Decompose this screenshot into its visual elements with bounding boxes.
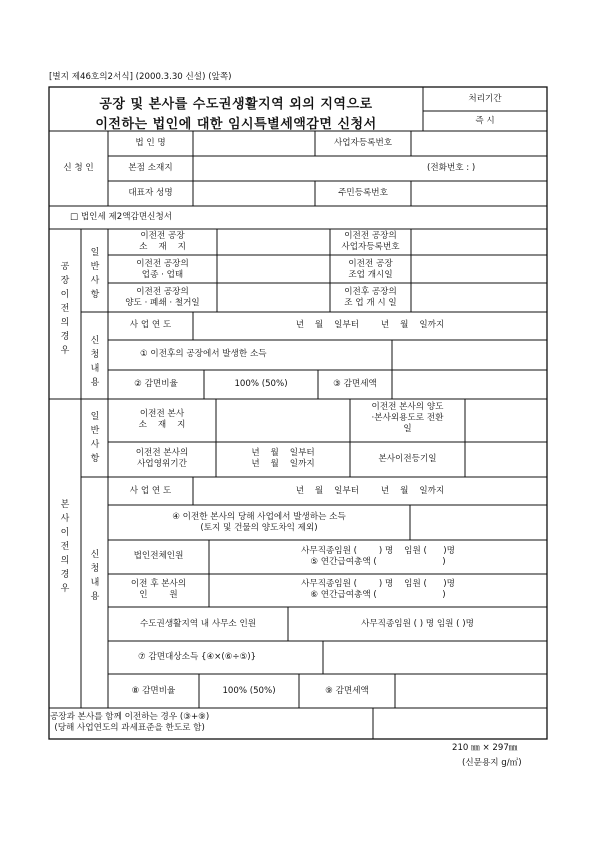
applicant-section-label: 신 청 인 — [63, 163, 94, 173]
form-type-checkbox-line: □ 법인세 제2액감면신청서 — [70, 212, 173, 222]
hq-total-staff-value: 사무직종임원 ( ) 명 임원 ( )명 ⑤ 연간급여총액 ( ) — [301, 546, 455, 567]
hq-rate-value: 100% (50%) — [222, 686, 276, 696]
hq-period-value: 년 월 일부터 년 월 일까지 — [251, 448, 315, 469]
phone-number-field: (전화번호 : ) — [427, 163, 476, 173]
processing-period-label: 처리기간 — [468, 94, 502, 104]
hq-address-label: 본점 소재지 — [128, 163, 173, 173]
factory-industry-label: 이전전 공장의 업종 · 업태 — [136, 259, 189, 280]
metro-office-staff-label: 수도권생활지역 내 사무소 인원 — [139, 619, 257, 629]
corp-name-label: 법 인 명 — [135, 138, 166, 148]
hq-claim-label: 신청내용 — [90, 550, 100, 602]
biz-reg-no-label: 사업자등록번호 — [333, 138, 393, 148]
factory-start-date-label: 이전전 공장 조업 개시일 — [348, 259, 393, 280]
factory-income-label: ① 이전후의 공장에서 발생한 소득 — [140, 349, 267, 359]
factory-amount-label: ③ 감면세액 — [333, 379, 377, 389]
factory-new-start-label: 이전후 공장의 조 업 개 시 일 — [344, 287, 397, 308]
hq-general-label: 일반사항 — [90, 412, 100, 464]
metro-office-staff-value: 사무직종임원 ( ) 명 임원 ( )명 — [361, 619, 474, 629]
form-number-note: [별지 제46호의2서식] (2000.3.30 신설) (앞쪽) — [49, 72, 232, 82]
hq-section-label: 본사이전의경우 — [60, 500, 70, 594]
hq-fiscal-year-value: 년 월 일부터 년 월 일까지 — [295, 486, 445, 496]
hq-income-label: ④ 이전한 본사의 당해 사업에서 발생하는 소득 (토지 및 건물의 양도차익 제외) — [172, 512, 346, 533]
factory-closure-date-label: 이전전 공장의 양도 · 폐쇄 · 철거일 — [125, 287, 200, 308]
paper-size-note: 210 ㎜ × 297㎜ — [452, 743, 518, 753]
paper-type-note: (신문용지 g/㎡) — [462, 758, 522, 768]
factory-fiscal-year-value: 년 월 일부터 년 월 일까지 — [295, 320, 445, 330]
hq-transfer-date-label: 이전전 본사의 양도 ·본사외용도로 전환 일 — [371, 402, 444, 434]
hq-amount-label: ⑨ 감면세액 — [325, 686, 369, 696]
factory-rate-value: 100% (50%) — [234, 379, 288, 389]
factory-section-label: 공장이전의경우 — [60, 262, 70, 356]
hq-fiscal-year-label: 사 업 연 도 — [129, 486, 172, 496]
rep-name-label: 대표자 성명 — [128, 188, 173, 198]
resident-no-label: 주민등록번호 — [338, 188, 388, 198]
hq-total-staff-label: 법인전체인원 — [133, 551, 184, 561]
form-title-line-1: 공장 및 본사를 수도권생활지역 외의 지역으로 — [99, 97, 373, 112]
hq-rate-label: ⑧ 감면비율 — [131, 686, 176, 696]
factory-fiscal-year-label: 사 업 연 도 — [129, 320, 172, 330]
factory-rate-label: ② 감면비율 — [134, 379, 178, 389]
factory-general-label: 일반사항 — [90, 248, 100, 300]
hq-after-staff-value: 사무직종임원 ( ) 명 임원 ( )명 ⑥ 연간급여총액 ( ) — [301, 579, 455, 600]
form-title-line-2: 이전하는 법인에 대한 임시특별세액감면 신청서 — [95, 117, 377, 132]
hq-location-label: 이전전 본사 소 재 지 — [138, 409, 186, 430]
hq-period-label: 이전전 본사의 사업영위기간 — [135, 448, 189, 469]
hq-target-income-label: ⑦ 감면대상소득 {④×(⑥÷⑤)} — [138, 652, 257, 662]
processing-period-value: 즉 시 — [475, 116, 495, 126]
hq-move-registration-label: 본사이전등기일 — [378, 454, 437, 464]
factory-claim-label: 신청내용 — [90, 336, 100, 388]
hq-after-staff-label: 이전 후 본사의 인 원 — [130, 579, 187, 600]
factory-location-label: 이전전 공장 소 재 지 — [139, 231, 186, 252]
combined-relocation-note: 공장과 본사를 함께 이전하는 경우 (③+⑨) (당해 사업연도의 과세표준을 한도로 함) — [50, 712, 210, 733]
factory-biz-reg-label: 이전전 공장의 사업자등록번호 — [341, 231, 400, 252]
